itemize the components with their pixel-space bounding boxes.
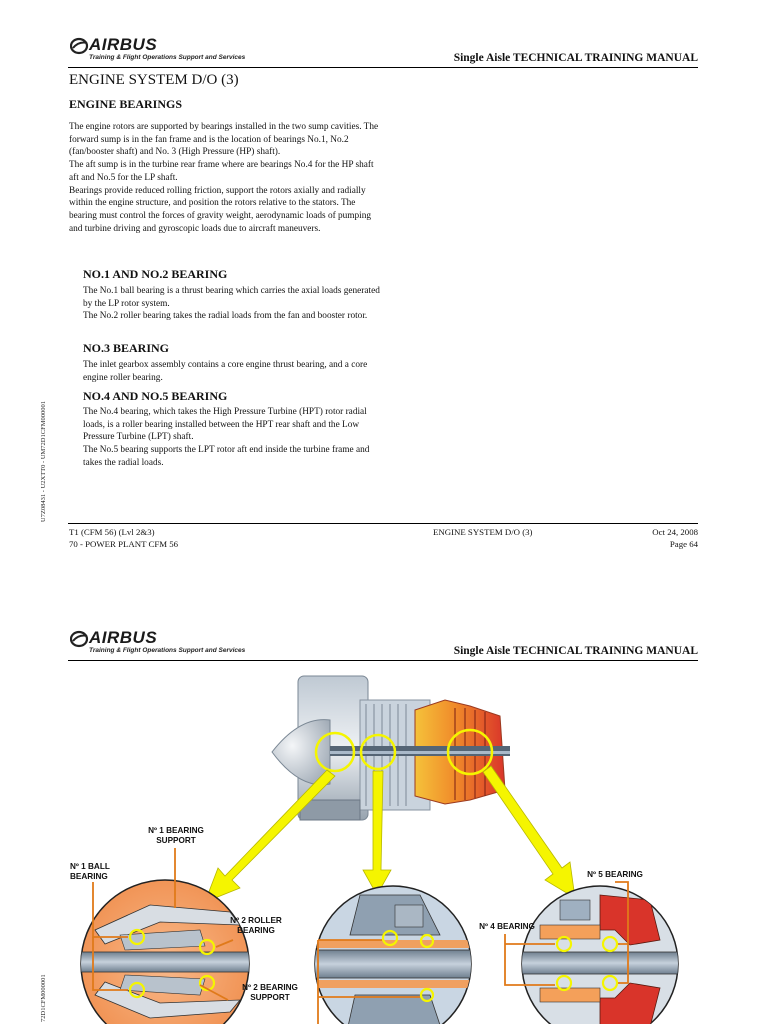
logo-wordmark: AIRBUS — [89, 35, 158, 54]
paragraph: The engine rotors are supported by bearings installed in the two sump cavities. The forward sump is in the fan frame and is the location of bearings No.1, No.2 (fan/booster shaft) and No. 3 (High Pressure (HP) shaft). — [69, 122, 379, 158]
subsection-heading: NO.4 AND NO.5 BEARING — [83, 389, 228, 403]
pointer-arrow-aft — [483, 766, 575, 898]
paragraph: The inlet gearbox assembly contains a core engine thrust bearing, and a core engine roller bearing. — [83, 360, 368, 383]
label-no2-roller-bearing: Nº 2 ROLLER BEARING — [230, 916, 282, 935]
label-no1-ball-bearing: Nº 1 BALL BEARING — [70, 862, 110, 881]
document-reference-side: U7Z08431 - U2XTT0 - UM72D1CFM000001 — [40, 401, 47, 522]
page-title: ENGINE SYSTEM D/O (3) — [69, 72, 239, 88]
subsection-heading: NO.1 AND NO.2 BEARING — [83, 267, 228, 281]
logo-tagline: Training & Flight Operations Support and Services — [89, 647, 246, 654]
manual-title: Single Aisle TECHNICAL TRAINING MANUAL — [453, 52, 698, 64]
label-no1-bearing-support: Nº 1 BEARING SUPPORT — [148, 826, 204, 845]
document-reference-side: 72D1CFM000001 — [40, 974, 47, 1022]
detail-aft-sump — [520, 886, 690, 1024]
intro-text — [69, 121, 381, 235]
pointer-arrow-forward — [205, 770, 335, 902]
section-heading: ENGINE BEARINGS — [69, 97, 183, 111]
airbus-swirl-icon — [70, 630, 90, 648]
detail-no3-bearing — [310, 886, 480, 1024]
paragraph: The No.4 bearing, which takes the High Pressure Turbine (HPT) rotor radial loads, is a roller bearing installed between the HPT rear shaft and the Low Pressure Turbine (LPT) shaft. — [83, 407, 367, 443]
paragraph: Bearings provide reduced rolling friction, support the rotors axially and radially within the engine structure, and position the rotors relative to the stators. The bearing must control the forces of gravity weight, aerodynamic loads of pumping and turbine driving and gyroscopic loads due to aircraft maneuvers. — [69, 185, 372, 234]
manual-title: Single Aisle TECHNICAL TRAINING MANUAL — [453, 645, 698, 657]
header-rule — [68, 67, 698, 68]
subsection-text — [83, 285, 381, 323]
airbus-logo — [70, 628, 245, 656]
airbus-swirl-icon — [70, 37, 90, 55]
subsection-heading: NO.3 BEARING — [83, 341, 170, 355]
footer-date: Oct 24, 2008 — [652, 527, 698, 537]
label-no5-bearing: Nº 5 BEARING — [587, 870, 643, 879]
paragraph: The No.5 bearing supports the LPT rotor aft end inside the turbine frame and takes the radial loads. — [83, 445, 370, 468]
footer-chapter: 70 - POWER PLANT CFM 56 — [69, 539, 179, 549]
footer-section: ENGINE SYSTEM D/O (3) — [433, 527, 533, 537]
subsection-text — [83, 359, 381, 384]
engine-bearings-diagram — [0, 661, 768, 1024]
airbus-logo — [70, 35, 245, 63]
paragraph: The No.2 roller bearing takes the radial loads from the fan and booster rotor. — [83, 311, 368, 322]
paragraph: The aft sump is in the turbine rear frame where are bearings No.4 for the HP shaft aft and No.5 for the LP shaft. — [69, 160, 374, 183]
label-no2-bearing-support: Nº 2 BEARING SUPPORT — [242, 983, 298, 1002]
paragraph: The No.1 ball bearing is a thrust bearing which carries the axial loads generated by the LP rotor system. — [83, 286, 380, 309]
label-no4-bearing: Nº 4 BEARING — [479, 922, 535, 931]
footer-rule — [68, 523, 698, 524]
logo-tagline: Training & Flight Operations Support and Services — [89, 54, 246, 61]
footer-course: T1 (CFM 56) (Lvl 2&3) — [69, 527, 155, 537]
subsection-text — [83, 406, 381, 470]
footer-page-number: Page 64 — [669, 539, 698, 549]
logo-wordmark: AIRBUS — [89, 628, 158, 647]
